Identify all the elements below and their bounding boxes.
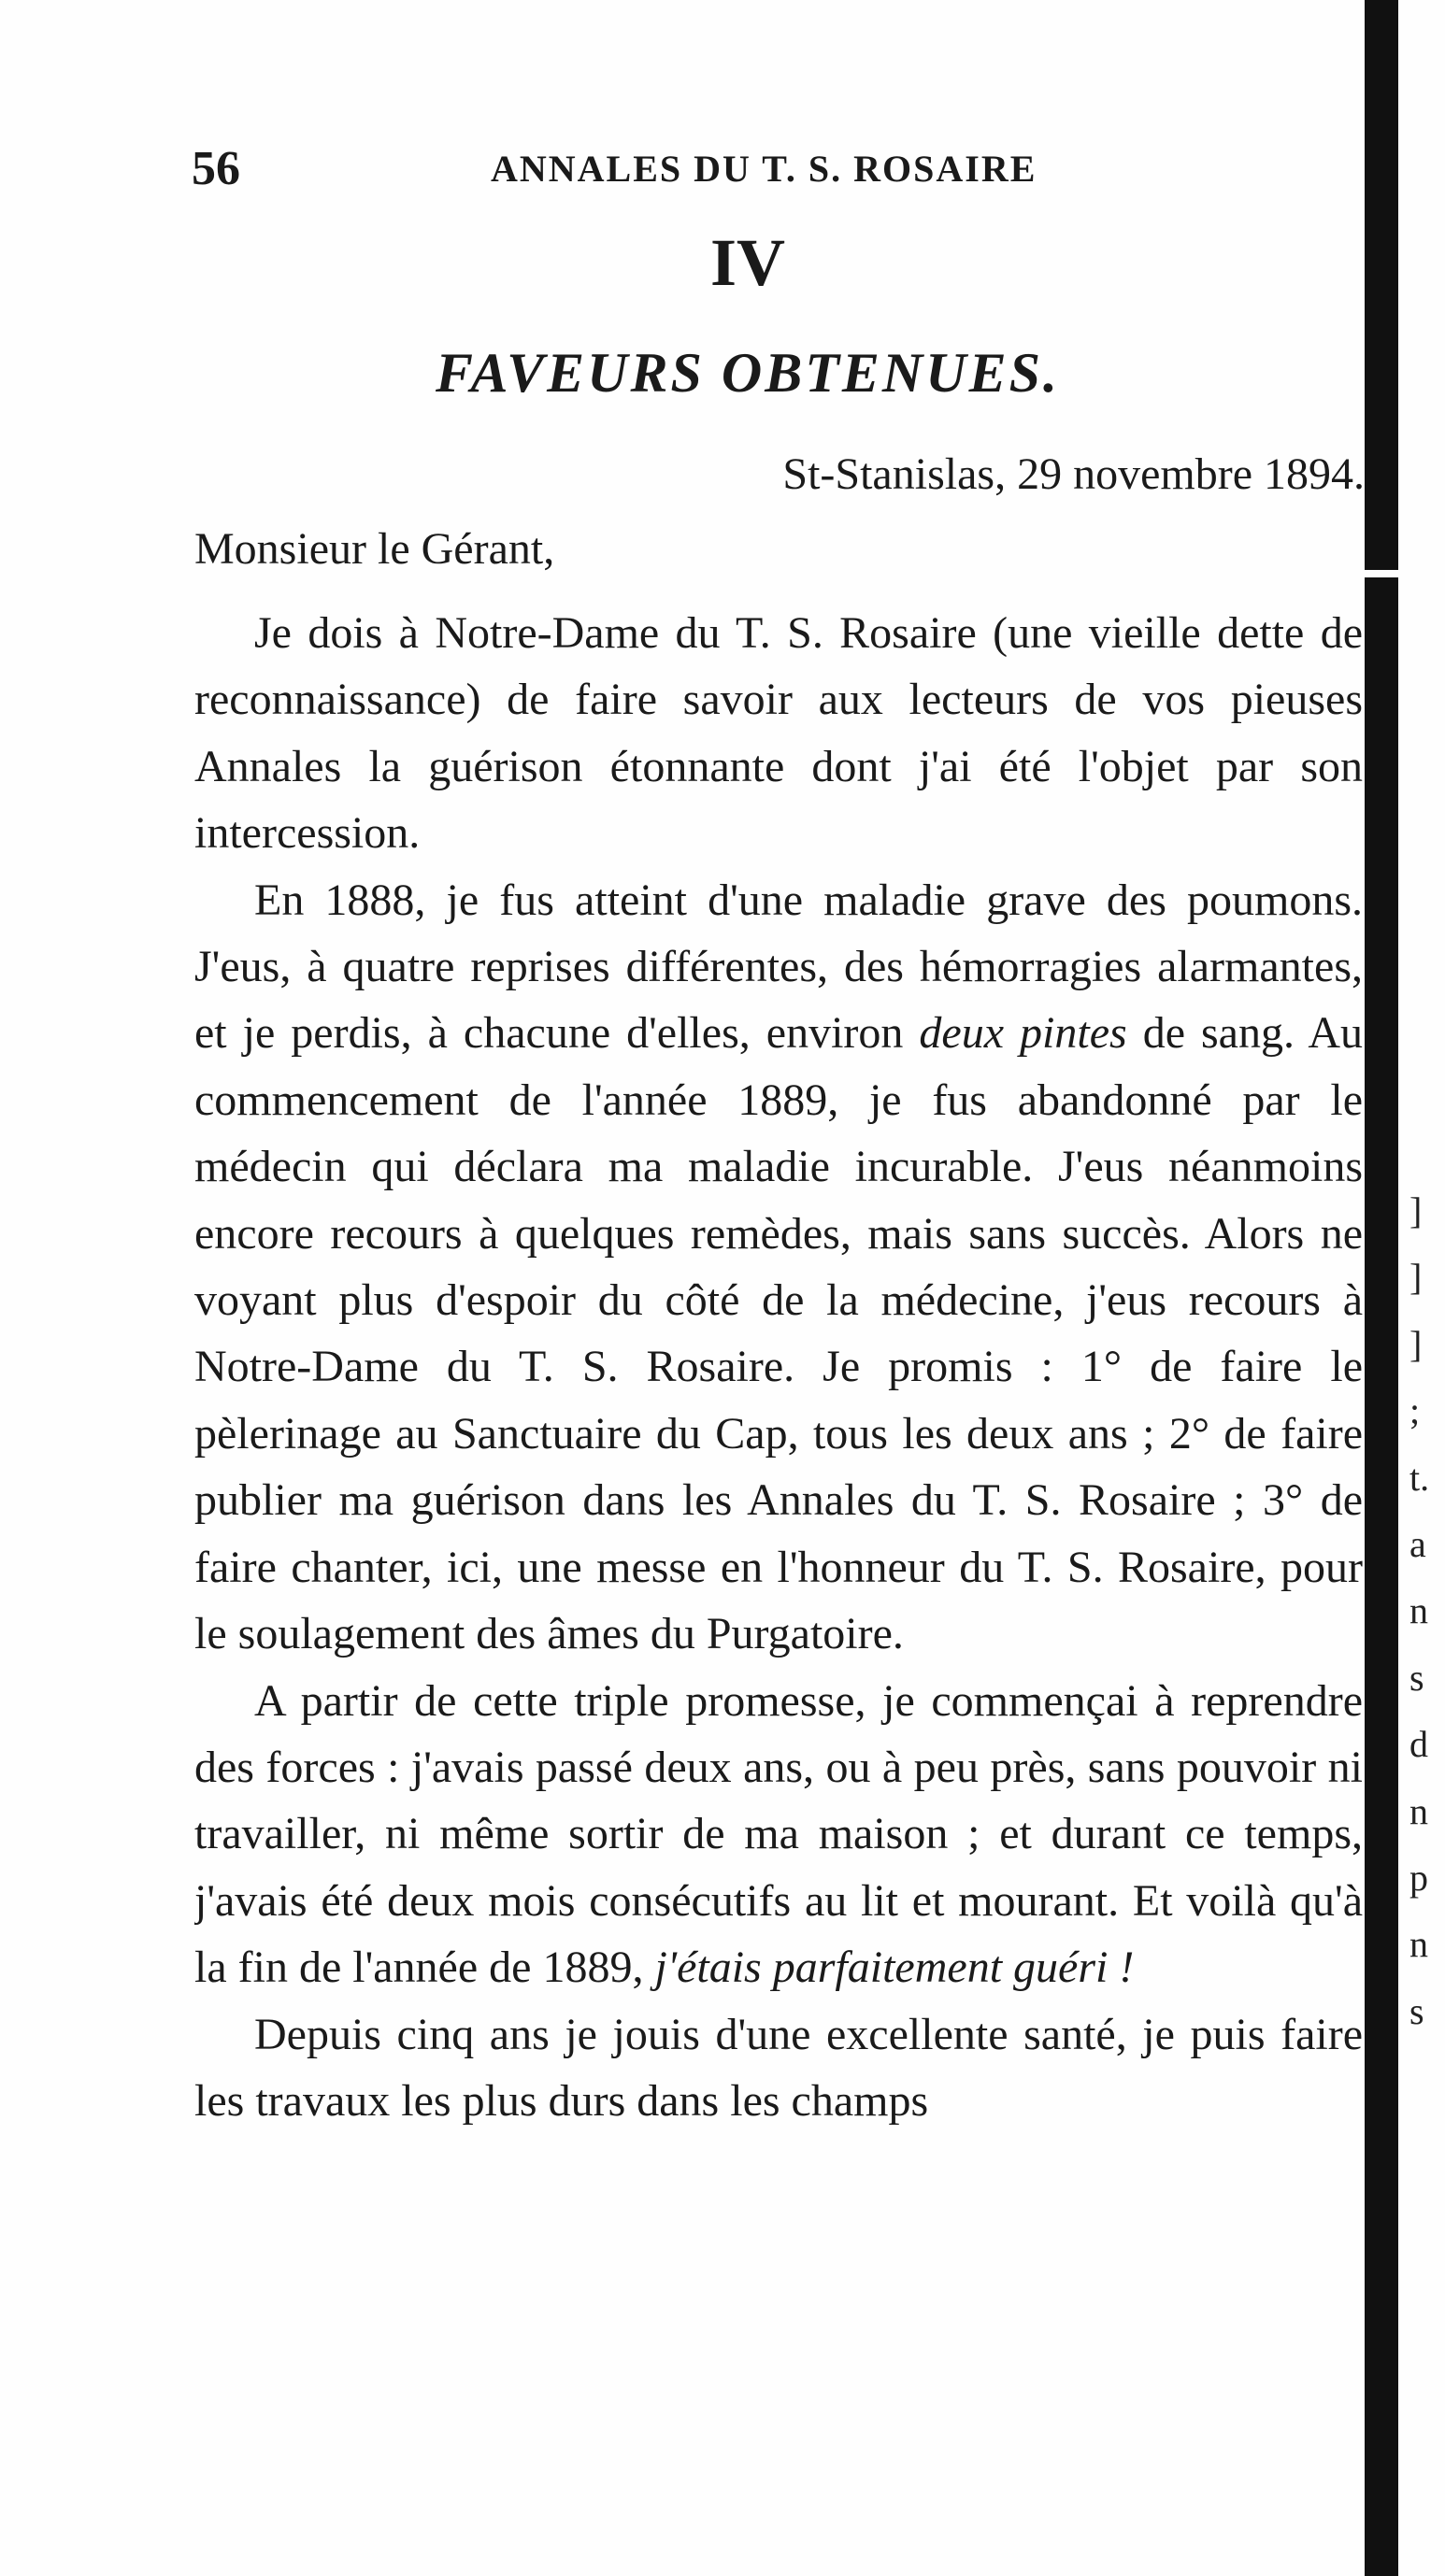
section-numeral: IV [709,225,785,300]
letter-body [194,600,1363,2134]
margin-mark: ] [1409,1256,1423,1299]
paragraph-3 [194,1668,1363,2001]
margin-mark: ] [1409,1189,1423,1231]
margin-mark: n [1409,1923,1428,1966]
margin-mark: ] [1409,1322,1423,1365]
paragraph-text: A partir de cette triple promesse, je commençai à reprendre des forces : j'avais passé deux ans, ou à peu près, sans pouvoir ni travailler, ni même sortir de ma maison ; et durant ce temps, j'avais été deux mois consécutifs au lit et mourant. Et voilà qu'à la fin de l'année de 1889, [194,1675,1363,1993]
facing-page-bleed [1409,1177,1441,2044]
binding-gutter-shadow [1365,0,1398,2576]
page-number: 56 [192,141,240,195]
running-header [192,140,1351,196]
margin-mark: d [1409,1723,1428,1766]
paragraph-4 [194,2001,1363,2135]
letter-dateline: St-Stanislas, 29 novembre 1894. [782,449,1365,499]
paragraph-text: En 1888, je fus atteint d'une maladie grave des poumons. J'eus, à quatre reprises différentes, des hémorragies alarmantes, et je perdis, à chacune d'elles, environ [194,875,1363,1059]
margin-mark: ; [1409,1389,1421,1432]
emphasis-text: j'étais parfaitement guéri ! [654,1943,1135,1993]
letter-salutation: Monsieur le Gérant, [194,524,555,574]
paragraph-text: Depuis cinq ans je jouis d'une excellente santé, je puis faire les travaux les plus durs dans les champs [194,2009,1363,2126]
margin-mark: a [1409,1523,1426,1566]
paragraph-1 [194,600,1363,867]
emphasis-text: deux pintes [919,1008,1127,1059]
running-title: ANNALES DU T. S. ROSAIRE [491,147,1037,190]
paragraph-text: Je dois à Notre-Dame du T. S. Rosaire (une vieille dette de reconnaissance) de faire savoir aux lecteurs de vos pieuses Annales la guérison étonnante dont j'ai été l'objet par son intercession. [194,608,1363,859]
margin-mark: s [1409,1656,1424,1699]
margin-mark: t. [1409,1456,1430,1499]
margin-mark: p [1409,1857,1428,1900]
margin-mark: s [1409,1989,1424,2032]
binding-gutter-gap [1365,570,1398,577]
margin-mark: n [1409,1789,1428,1832]
section-title: FAVEURS OBTENUES. [436,342,1060,404]
margin-mark: n [1409,1589,1428,1632]
paragraph-2 [194,867,1363,1668]
paragraph-text: de sang. Au commencement de l'année 1889, je fus abandonné par le médecin qui déclara ma maladie incurable. J'eus néanmoins encore recours à quelques remèdes, mais sans succès. Alors ne voyant plus d'espoir du côté de la médecine, j'eus recours à Notre-Dame du T. S. Rosaire. Je promis : 1° de faire le pèlerinage au Sanctuaire du Cap, tous les deux ans ; 2° de faire publier ma guérison dans les Annales du T. S. Rosaire ; 3° de faire chanter, ici, une messe en l'honneur du T. S. Rosaire, pour le soulagement des âmes du Purgatoire. [194,1008,1363,1659]
